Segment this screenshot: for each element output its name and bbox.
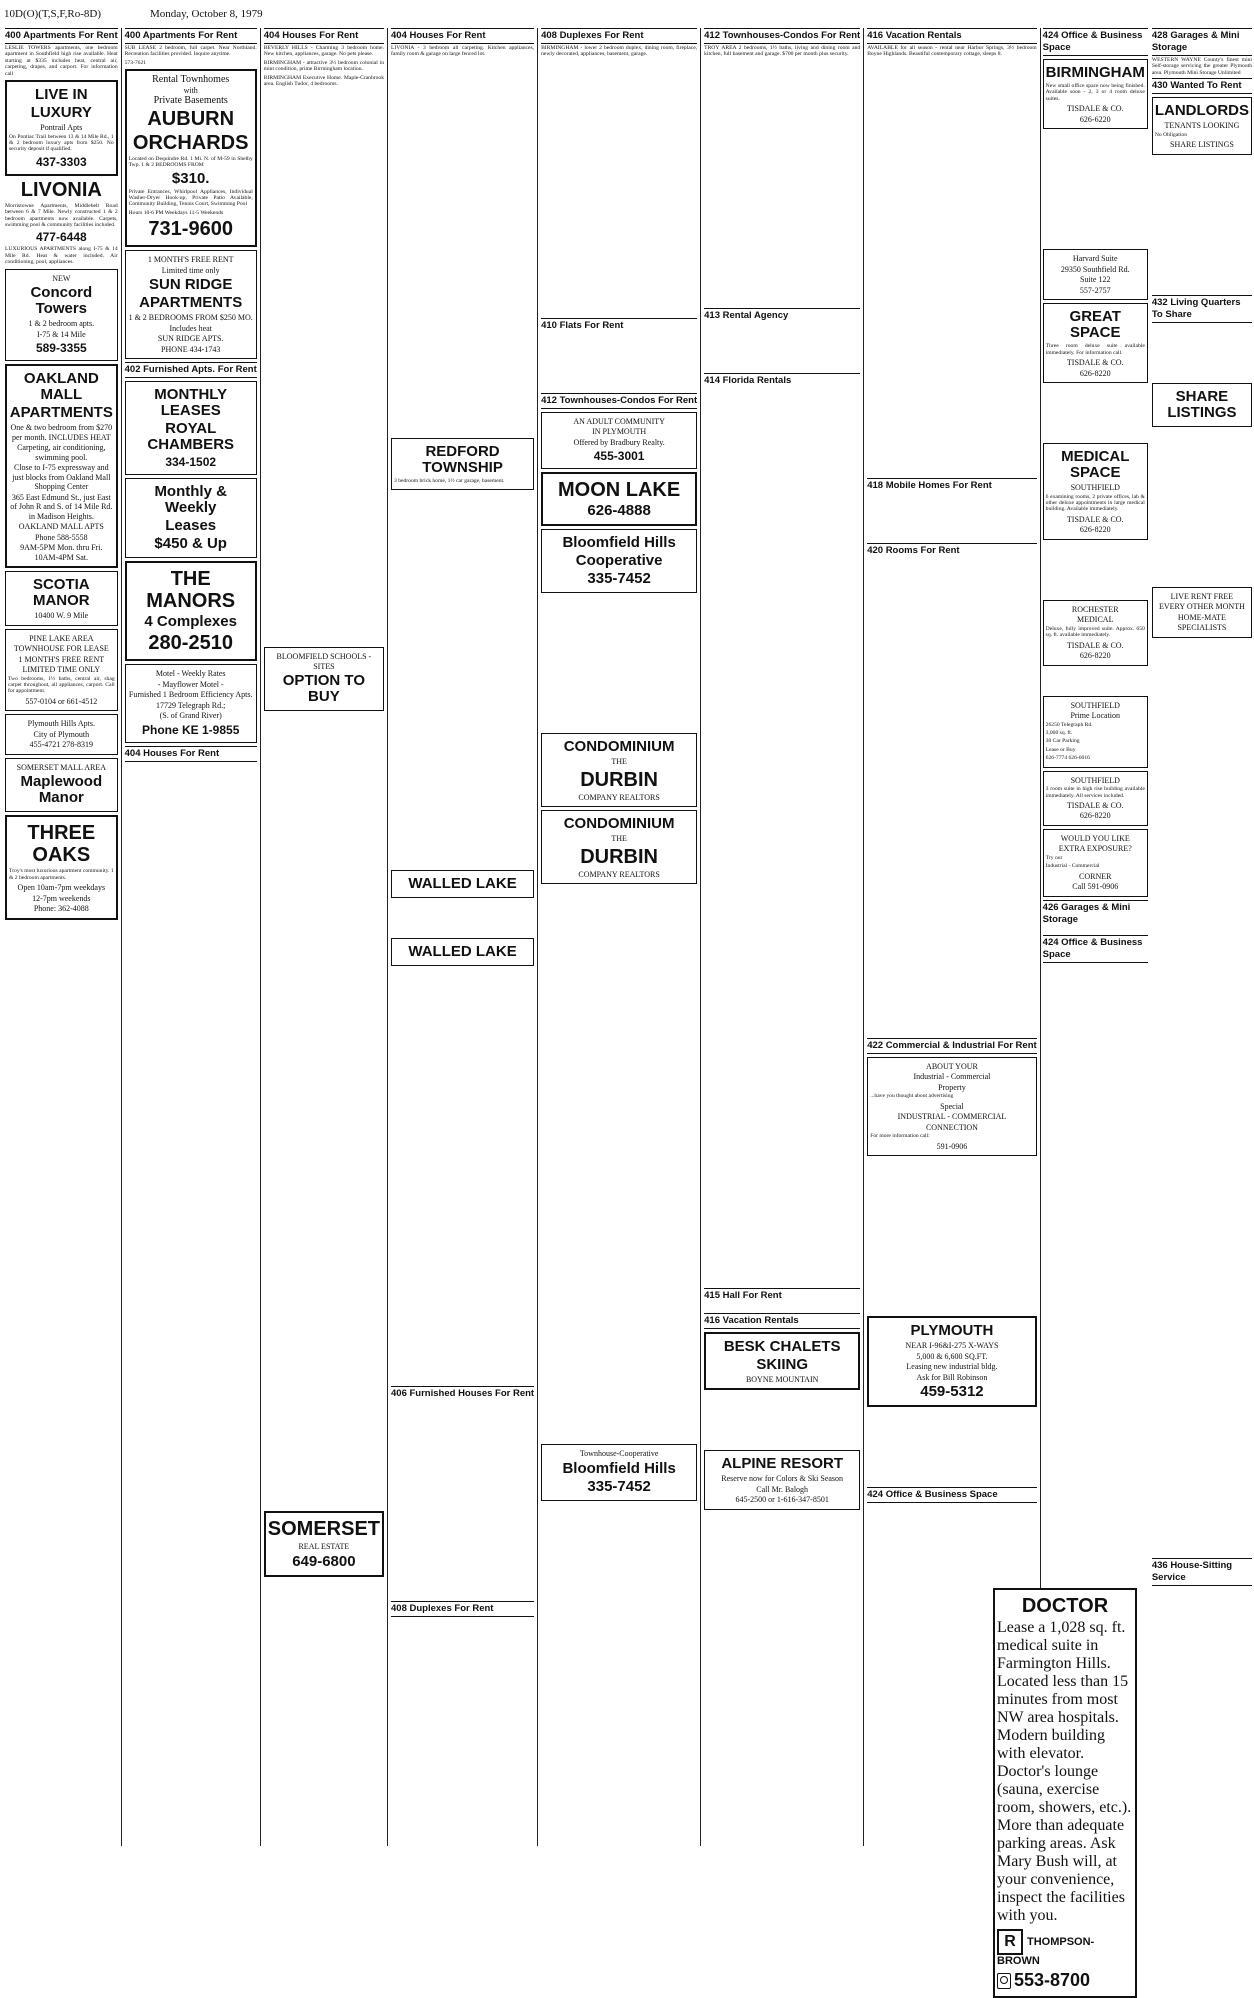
column-6 bbox=[700, 28, 863, 1846]
ad-phone: 335-7452 bbox=[587, 570, 651, 588]
ad-headline: Concord Towers bbox=[30, 284, 93, 318]
section-header: 412 Townhouses-Condos For Rent bbox=[704, 30, 861, 41]
ad-subhead: BLOOMFIELD SCHOOLS - SITES bbox=[276, 652, 372, 671]
ad-headline: APARTMENTS bbox=[9, 404, 113, 422]
section-header: 418 Mobile Homes For Rent bbox=[867, 479, 992, 491]
ad-body: For more information call: bbox=[870, 1133, 930, 1140]
section-header: 426 Garages & Mini Storage bbox=[1042, 901, 1131, 925]
section-header: 402 Furnished Apts. For Rent bbox=[124, 364, 257, 376]
ad-headline: SUN RIDGE bbox=[149, 276, 233, 294]
section-header: 404 Houses For Rent bbox=[263, 30, 359, 41]
ad-headline: SOMERSET bbox=[267, 1518, 381, 1541]
section-header: 416 Vacation Rentals bbox=[704, 1314, 799, 1326]
display-ad-industrial-connection bbox=[867, 1057, 1036, 1156]
ad-agent: TISDALE & CO. bbox=[1066, 640, 1124, 650]
ad-subhead: I-75 & 14 Mile bbox=[36, 329, 86, 339]
ad-headline: 1 MONTH'S FREE RENT bbox=[18, 654, 105, 664]
ad-body: Try our bbox=[1045, 854, 1063, 861]
ad-headline: SOUTHFIELD bbox=[1070, 775, 1120, 785]
section-header: 436 House-Sitting Service bbox=[1151, 1559, 1233, 1583]
column-8a bbox=[1043, 28, 1148, 1846]
ad-headline: Maplewood Manor bbox=[20, 773, 103, 807]
display-ad-southfield-suite bbox=[1043, 771, 1148, 826]
display-ad-pontrail bbox=[5, 80, 118, 176]
ad-hours: 12-7pm weekends bbox=[32, 893, 91, 903]
section-header: 430 Wanted To Rent bbox=[1151, 80, 1242, 92]
ad-body: Deluxe, fully improved suite. Approx. 650 sq. ft. available immediately. bbox=[1045, 625, 1145, 639]
column-2 bbox=[121, 28, 260, 1846]
column-7 bbox=[863, 28, 1039, 1846]
display-ad-medical-space bbox=[1043, 443, 1148, 540]
ad-headline: ROYAL CHAMBERS bbox=[147, 420, 235, 454]
display-ad-durbin-2 bbox=[541, 810, 697, 884]
ad-body: Carpeting, air conditioning, swimming pool. bbox=[17, 443, 106, 462]
ad-headline: CONDOMINIUM bbox=[563, 815, 675, 833]
ad-headline: Rental Townhomes bbox=[152, 74, 230, 86]
section-header: 400 Apartments For Rent bbox=[5, 30, 118, 41]
ad-headline: OPTION TO BUY bbox=[282, 672, 365, 706]
ad-headline: APARTMENTS bbox=[139, 294, 243, 312]
ad-headline: GREAT SPACE bbox=[1069, 308, 1121, 342]
ad-headline: SKIING bbox=[756, 1355, 809, 1373]
section-header: 400 Apartments For Rent bbox=[124, 30, 238, 41]
ad-headline: SUN RIDGE APTS. bbox=[157, 334, 224, 344]
ad-phone: 649-6800 bbox=[292, 1552, 356, 1570]
ad-hours: 9AM-5PM Mon. thru Fri. 10AM-4PM Sat. bbox=[20, 543, 103, 562]
ad-phone: 626-4888 bbox=[587, 502, 651, 520]
display-ad-somerset bbox=[264, 1511, 384, 1577]
ad-headline: Prime Location bbox=[1070, 711, 1121, 721]
display-ad-plymouth-hills bbox=[5, 714, 118, 755]
ad-phone: 626-8220 bbox=[1079, 368, 1111, 378]
ad-hours: Hours 10-6 PM Weekdays 11-5 Weekends bbox=[128, 209, 224, 216]
ad-body: 3 bedroom brick home, 1½ car garage, basement. bbox=[394, 477, 505, 484]
classified-ad: SUB LEASE 2 bedroom, full carpet. Near Northland. Recreation facilities provided. Inquire anytime. bbox=[124, 45, 257, 58]
ad-subhead: SOUTHFIELD bbox=[1070, 483, 1120, 493]
display-ad-walled-lake-2 bbox=[391, 938, 534, 966]
ad-headline: Monthly & Weekly bbox=[154, 483, 227, 517]
ad-phone: 557-2757 bbox=[1079, 285, 1111, 295]
ad-body: 3 room suite in high rise building available immediately. All services included. bbox=[1045, 786, 1145, 799]
ad-logo-text: THOMPSON-BROWN bbox=[997, 1935, 1095, 1967]
section-header: 428 Garages & Mini Storage bbox=[1151, 30, 1240, 53]
ad-subhead: SHARE LISTINGS bbox=[1170, 140, 1234, 150]
section-header: 424 Office & Business Space bbox=[1042, 936, 1143, 960]
ad-headline: TOWNHOUSE FOR LEASE bbox=[13, 644, 109, 654]
ad-agent: TISDALE & CO. bbox=[1066, 104, 1124, 114]
display-ad-concord bbox=[5, 269, 118, 362]
display-ad-mayflower-motel bbox=[125, 664, 257, 743]
ad-body: Includes heat bbox=[169, 323, 212, 333]
ad-agent: TISDALE & CO. bbox=[1066, 358, 1124, 368]
ad-body: Two bedrooms, 1½ baths, central air, shag carpet throughout, all appliances, carport. Call for appointment. bbox=[8, 675, 115, 695]
ad-subhead: Special bbox=[940, 1101, 964, 1111]
ad-phone: Call 591-0906 bbox=[1072, 882, 1119, 892]
ad-headline: Property bbox=[938, 1082, 966, 1092]
section-header: 432 Living Quarters To Share bbox=[1151, 296, 1241, 320]
ad-headline: LANDLORDS bbox=[1154, 102, 1249, 120]
classified-ad: LESLIE TOWERS apartments, one bedroom apartment in Southfield high rise available. Heat starting at $335 includes heat, central air, carpeting, drapes, and carport. For information call bbox=[5, 45, 118, 77]
ad-subhead: BOYNE MOUNTAIN bbox=[745, 1374, 819, 1384]
ad-headline: Motel - Weekly Rates bbox=[155, 669, 226, 679]
ad-headline: WALLED LAKE bbox=[408, 943, 517, 961]
display-ad-adult-community bbox=[541, 412, 697, 470]
display-ad-walled-lake bbox=[391, 870, 534, 898]
ad-address: 17729 Telegraph Rd.; bbox=[156, 700, 226, 710]
ad-body: One & two bedroom from $270 per month. INCLUDES HEAT bbox=[10, 423, 113, 442]
ad-headline: PLYMOUTH bbox=[910, 1322, 994, 1340]
ad-headline: CONDOMINIUM bbox=[563, 738, 675, 756]
ad-phone: 455-3001 bbox=[593, 449, 645, 464]
ad-contact: Ask for Bill Robinson bbox=[916, 1372, 988, 1382]
ad-subhead: COMPANY REALTORS bbox=[578, 792, 660, 802]
ad-subhead: COMPANY REALTORS bbox=[578, 869, 660, 879]
display-ad-scotia bbox=[5, 571, 118, 626]
ad-headline: SCOTIA MANOR bbox=[32, 576, 90, 610]
ad-body: Reserve now for Colors & Ski Season bbox=[721, 1474, 844, 1484]
ad-phone: 626-8220 bbox=[1079, 525, 1111, 535]
ad-agent: TISDALE & CO. bbox=[1066, 800, 1124, 810]
ad-subhead: HOME-MATE bbox=[1177, 612, 1226, 622]
ad-headline: THE MANORS bbox=[146, 568, 236, 613]
ad-body: Located on Dequindre Rd. 1 Mi. N. of M-59 in Shelby Twp. 1 & 2 BEDROOMS FROM bbox=[128, 155, 253, 169]
ad-headline: BIRMINGHAM bbox=[1045, 64, 1145, 81]
ad-headline: DURBIN bbox=[580, 845, 658, 868]
ad-subhead: Pontrail Apts bbox=[40, 123, 83, 133]
ad-headline: MEDICAL SPACE bbox=[1061, 448, 1130, 482]
ad-subhead: CONNECTION bbox=[925, 1122, 978, 1132]
ad-headline: REDFORD TOWNSHIP bbox=[422, 442, 503, 476]
ad-headline: THREE OAKS bbox=[27, 822, 96, 867]
ad-body: Industrial - Commercial bbox=[1045, 863, 1100, 870]
display-ad-southfield-prime bbox=[1043, 696, 1148, 768]
folio-edition-code: 10D(O)(T,S,F,Ro-8D) bbox=[4, 8, 101, 20]
ad-phone: 334-1502 bbox=[165, 455, 217, 470]
section-header: 404 Houses For Rent bbox=[391, 30, 486, 41]
ad-price: $310. bbox=[171, 169, 210, 187]
ad-body: Troy's most luxurious apartment community. 1 & 2 bedroom apartments. bbox=[9, 868, 114, 881]
ad-phone: 626-8220 bbox=[1079, 811, 1111, 821]
ad-headline: SOUTHFIELD bbox=[1070, 700, 1120, 710]
display-ad-bloomfield-coop bbox=[541, 529, 697, 593]
ad-subhead: THE bbox=[611, 834, 627, 844]
classified-page bbox=[2, 28, 1252, 1846]
ad-headline: Bloomfield Hills bbox=[562, 534, 676, 552]
display-ad-sun-ridge bbox=[125, 250, 257, 359]
ad-headline: EVERY OTHER MONTH bbox=[1158, 602, 1245, 612]
ad-headline: ORCHARDS bbox=[132, 131, 249, 154]
ad-subhead: THE bbox=[611, 757, 627, 767]
section-header: 414 Florida Rentals bbox=[704, 374, 792, 386]
display-ad-extra-exposure bbox=[1043, 829, 1148, 897]
ad-price: $450 & Up bbox=[154, 535, 227, 553]
ad-subhead: 4 Complexes bbox=[144, 613, 237, 631]
ad-headline: DOCTOR bbox=[1021, 1595, 1109, 1617]
display-ad-maplewood bbox=[5, 758, 118, 813]
section-header: 413 Rental Agency bbox=[704, 309, 789, 321]
ad-body: Furnished 1 Bedroom Efficiency Apts. bbox=[128, 690, 253, 700]
column-4 bbox=[387, 28, 537, 1846]
display-ad-redford bbox=[391, 438, 534, 490]
ad-body: Close to I-75 expressway and just blocks from Oakland Mall Shopping Center bbox=[12, 463, 111, 492]
ad-body: 3,000 sq. ft. bbox=[1045, 729, 1073, 736]
ad-contact: Call Mr. Balogh bbox=[756, 1484, 809, 1494]
ad-body: Leasing new industrial bldg. bbox=[906, 1362, 998, 1372]
display-ad-rochester-medical bbox=[1043, 600, 1148, 666]
ad-address: Suite 122 bbox=[1080, 275, 1111, 285]
display-ad-three-oaks bbox=[5, 815, 118, 919]
ad-headline: - Mayflower Motel - bbox=[157, 679, 224, 689]
ad-body: OAKLAND MALL APTS bbox=[18, 522, 104, 532]
ad-headline: DURBIN bbox=[580, 768, 658, 791]
section-header: 422 Commercial & Industrial For Rent bbox=[867, 1039, 1037, 1051]
display-ad-townhouse-coop bbox=[541, 1444, 697, 1501]
ad-subhead: 1 & 2 bedroom apts. bbox=[28, 319, 95, 329]
ad-headline: IN PLYMOUTH bbox=[592, 427, 647, 437]
display-ad-oakland-mall bbox=[5, 364, 118, 568]
ad-phone: 455-4721 278-8319 bbox=[29, 740, 93, 750]
classified-ad: AVAILABLE for all season - rental near Harbor Springs, 3½ bedroom Boyne Highlands. Beautiful contemporary cottage, sleeps 8. bbox=[867, 45, 1037, 58]
ad-headline: LUXURY bbox=[30, 104, 92, 122]
ad-phone: Phone: 362-4088 bbox=[33, 904, 89, 914]
column-1 bbox=[2, 28, 121, 1846]
ad-logo bbox=[997, 1929, 1133, 1967]
ad-phone: 280-2510 bbox=[148, 632, 233, 655]
display-ad-plymouth-industrial bbox=[867, 1316, 1036, 1407]
ad-headline: Cooperative bbox=[575, 552, 663, 570]
ad-headline: WOULD YOU LIKE bbox=[1060, 833, 1130, 843]
ad-phone: 459-5312 bbox=[920, 1383, 984, 1401]
ad-phone: PHONE 434-1743 bbox=[161, 344, 221, 354]
section-header: 420 Rooms For Rent bbox=[867, 544, 960, 556]
ad-headline: Industrial - Commercial bbox=[913, 1072, 991, 1082]
ad-phone: Phone 588-5558 bbox=[34, 532, 88, 542]
ad-headline: MONTHLY LEASES bbox=[154, 386, 228, 420]
section-header: 424 Office & Business Space bbox=[867, 1489, 998, 1501]
ad-phone: 626-8220 bbox=[1079, 651, 1111, 661]
section-header: 408 Duplexes For Rent bbox=[391, 1603, 494, 1615]
section-header: 415 Hall For Rent bbox=[704, 1289, 782, 1301]
ad-headline: ALPINE RESORT bbox=[721, 1455, 844, 1473]
ad-body: ...have you thought about advertising bbox=[870, 1093, 954, 1100]
ad-headline: Bloomfield Hills bbox=[562, 1459, 676, 1477]
ad-body: Three room deluxe suite available immediately. For information call. bbox=[1045, 343, 1145, 356]
display-ad-the-manors bbox=[125, 561, 257, 661]
ad-headline: Harvard Suite bbox=[1072, 254, 1118, 264]
ad-headline: Leases bbox=[165, 517, 217, 535]
ad-headline: SHARE LISTINGS bbox=[1167, 387, 1237, 421]
ad-body: No Obligation bbox=[1154, 131, 1187, 138]
ad-headline-livonia: LIVONIA bbox=[20, 178, 102, 201]
column-8 bbox=[1040, 28, 1254, 1846]
ad-subhead: Limited time only bbox=[161, 265, 220, 275]
ad-phone: 437-3303 bbox=[35, 154, 87, 169]
section-header: 404 Houses For Rent bbox=[124, 747, 220, 759]
ad-headline: TENANTS LOOKING bbox=[1164, 121, 1240, 131]
ad-headline: Private Basements bbox=[153, 95, 228, 107]
ad-agent: TISDALE & CO. bbox=[1066, 514, 1124, 524]
ad-phone: 591-0906 bbox=[936, 1141, 968, 1151]
ad-headline: LIMITED TIME ONLY bbox=[22, 665, 101, 675]
ad-headline: EXTRA EXPOSURE? bbox=[1058, 844, 1132, 854]
ad-phone: 477-6448 bbox=[35, 230, 87, 245]
ad-headline: OAKLAND MALL bbox=[23, 370, 99, 404]
ad-phone: 645-2500 or 1-616-347-8501 bbox=[735, 1495, 829, 1505]
ad-body: On Pontiac Trail between 13 & 14 Mile Rd., 1 & 2 bedroom luxury apts from $250. No security deposit if qualified. bbox=[9, 133, 114, 153]
ad-headline: AUBURN bbox=[147, 107, 235, 130]
ad-address: (S. of Grand River) bbox=[159, 711, 222, 721]
classified-ad: BIRMINGHAM - attractive 3½ bedroom colonial in mint condition, prime Birmingham location. bbox=[263, 59, 385, 73]
display-ad-royal-chambers bbox=[125, 381, 257, 475]
section-header: 410 Flats For Rent bbox=[541, 319, 624, 331]
ad-subhead: REAL ESTATE bbox=[298, 1542, 350, 1552]
ad-body: Offered by Bradbury Realty. bbox=[573, 437, 665, 447]
ad-headline: MEDICAL bbox=[1077, 615, 1114, 625]
display-ad-live-rent-free bbox=[1152, 587, 1252, 638]
realtor-logo-icon: R bbox=[997, 1929, 1023, 1955]
display-ad-durbin-1 bbox=[541, 733, 697, 807]
column-8b bbox=[1152, 28, 1252, 1846]
ad-body: 1 & 2 BEDROOMS FROM $250 MO. bbox=[128, 313, 253, 323]
display-ad-birmingham-office bbox=[1043, 59, 1148, 129]
ad-headline: WALLED LAKE bbox=[408, 875, 517, 893]
ad-headline: ROCHESTER bbox=[1071, 604, 1119, 614]
section-header: 408 Duplexes For Rent bbox=[541, 30, 644, 41]
ad-subhead: 5,000 & 6,600 SQ.FT. bbox=[916, 1351, 988, 1361]
display-ad-harvard-suite bbox=[1043, 249, 1148, 300]
classified-ad: BIRMINGHAM Executive Home. Maple-Cranbrook area. English Tudor, 4 bedrooms. bbox=[263, 74, 385, 88]
classified-ad: Morristowne Apartments, Middlebelt Road between 6 & 7 Mile. Newly constructed 1 & 2 bedroom apartments now available. Carpets, swimming pool & community facilities included. bbox=[5, 202, 118, 228]
display-ad-option-to-buy bbox=[264, 647, 384, 711]
display-ad-alpine-resort bbox=[704, 1450, 860, 1510]
display-ad-monthly-weekly bbox=[125, 478, 257, 558]
ad-phone bbox=[997, 1969, 1133, 1991]
display-ad-landlords bbox=[1152, 97, 1252, 154]
classified-ad: BEVERLY HILLS - Charming 3 bedroom home. New kitchen, appliances, garage. No pets please. bbox=[263, 45, 385, 58]
ad-headline: Plymouth Hills Apts. bbox=[27, 719, 95, 729]
ad-body: New small office space now being finished. Available soon - 2, 3 or 4 room deluxe suites. bbox=[1045, 83, 1145, 102]
ad-phone-number: 553-8700 bbox=[1014, 1970, 1091, 1990]
classified-ad: LIVONIA - 3 bedroom all carpeting. Kitchen appliances, family room & garage on large fenced lot. bbox=[391, 45, 535, 58]
display-ad-moon-lake bbox=[541, 472, 697, 526]
ad-phone: 626-7774 626-6016 bbox=[1045, 755, 1090, 762]
ad-phone: Phone KE 1-9855 bbox=[142, 722, 240, 737]
ad-phone: 573-7621 bbox=[124, 59, 147, 66]
ad-phone: 589-3355 bbox=[35, 341, 87, 356]
ad-subhead: with bbox=[183, 85, 198, 95]
ad-subhead: SPECIALISTS bbox=[1177, 623, 1227, 633]
ad-hours: Open 10am-7pm weekdays bbox=[17, 883, 106, 893]
ad-subhead: NEW bbox=[52, 273, 71, 283]
classified-ad: WESTERN WAYNE County's finest mini Self-storage servicing the greater Plymouth area. Plymouth Mini Storage Unlimited bbox=[1151, 57, 1252, 76]
column-3 bbox=[260, 28, 387, 1846]
ad-phone: 626-6220 bbox=[1079, 114, 1111, 124]
display-ad-auburn-orchards bbox=[125, 69, 257, 247]
section-header: 416 Vacation Rentals bbox=[867, 30, 962, 41]
ad-headline: MOON LAKE bbox=[558, 479, 681, 502]
ad-body: Private Entrances, Whirlpool Appliances, Individual Washer-Dryer Hook-up, Private Patio Available, Community Building, Tennis Court, Swimming Pool bbox=[128, 188, 253, 208]
ad-headline: LIVE IN bbox=[35, 86, 88, 104]
ad-headline: 1 MONTH'S FREE RENT bbox=[147, 255, 234, 265]
ad-address: 10400 W. 9 Mile bbox=[34, 611, 89, 621]
display-ad-doctor bbox=[993, 1588, 1137, 1998]
section-header: 424 Office & Business Space bbox=[1042, 30, 1143, 53]
column-5 bbox=[537, 28, 700, 1846]
ad-headline: ABOUT YOUR bbox=[926, 1061, 978, 1071]
ad-body: Lease a 1,028 sq. ft. medical suite in Farmington Hills. Located less than 15 minutes from most NW area hospitals. Modern building with elevator. Doctor's lounge (sauna, exercise room, showers, etc.). More than adequate parking areas. Ask Mary Bush will, at your convenience, inspect the facilities with you. bbox=[997, 1619, 1132, 1924]
ad-phone: 557-0104 or 661-4512 bbox=[25, 696, 98, 706]
display-ad-besk-chalets bbox=[704, 1332, 860, 1391]
ad-headline: BESK CHALETS bbox=[723, 1337, 841, 1355]
ad-headline: LIVE RENT FREE bbox=[1170, 591, 1234, 601]
phone-icon bbox=[997, 1973, 1011, 1989]
ad-body: 30 Car Parking bbox=[1045, 738, 1080, 745]
page-folio bbox=[0, 0, 1136, 28]
classified-ad: LUXURIOUS APARTMENTS along I-75 & 14 Mile Rd. Heat & water included. Air conditioning, pool, appliances. bbox=[5, 246, 118, 266]
ad-headline: AN ADULT COMMUNITY bbox=[573, 416, 665, 426]
ad-body: 6 examining rooms, 2 private offices, lab & other deluxe appointments in large medical building. Available immediately. bbox=[1045, 493, 1145, 513]
ad-body: 365 East Edmund St., just East of John R and S. of 14 Mile Rd. in Madison Heights. bbox=[10, 492, 113, 521]
section-header: 406 Furnished Houses For Rent bbox=[391, 1388, 535, 1400]
ad-headline: City of Plymouth bbox=[33, 729, 90, 739]
ad-subhead: INDUSTRIAL - COMMERCIAL bbox=[897, 1112, 1007, 1122]
ad-headline: PINE LAKE AREA bbox=[29, 633, 94, 643]
ad-phone: 731-9600 bbox=[148, 218, 233, 241]
display-ad-pine-lake bbox=[5, 629, 118, 712]
ad-phone: 335-7452 bbox=[587, 1477, 651, 1495]
ad-subhead: NEAR I-96&I-275 X-WAYS bbox=[905, 1341, 999, 1351]
classified-ad: TROY AREA 2 bedrooms, 1½ baths, living and dining room and kitchen, full basement and garage. $700 per month plus security. bbox=[704, 45, 861, 58]
display-ad-share-listings bbox=[1152, 383, 1252, 427]
ad-address: 26250 Telegraph Rd. bbox=[1045, 721, 1093, 728]
ad-body: Lease or Buy bbox=[1045, 746, 1076, 753]
ad-headline: Townhouse-Cooperative bbox=[579, 1449, 659, 1459]
section-header: 412 Townhouses-Condos For Rent bbox=[541, 394, 698, 406]
classified-ad: BIRMINGHAM - lower 2 bedroom duplex, dining room, fireplace, newly decorated, appliances, basement, garage. bbox=[541, 45, 698, 58]
ad-headline: SOMERSET MALL AREA bbox=[16, 762, 106, 772]
display-ad-great-space bbox=[1043, 303, 1148, 383]
folio-date: Monday, October 8, 1979 bbox=[150, 8, 263, 20]
ad-address: 29350 Southfield Rd. bbox=[1060, 264, 1130, 274]
ad-subhead: CORNER bbox=[1079, 871, 1112, 881]
